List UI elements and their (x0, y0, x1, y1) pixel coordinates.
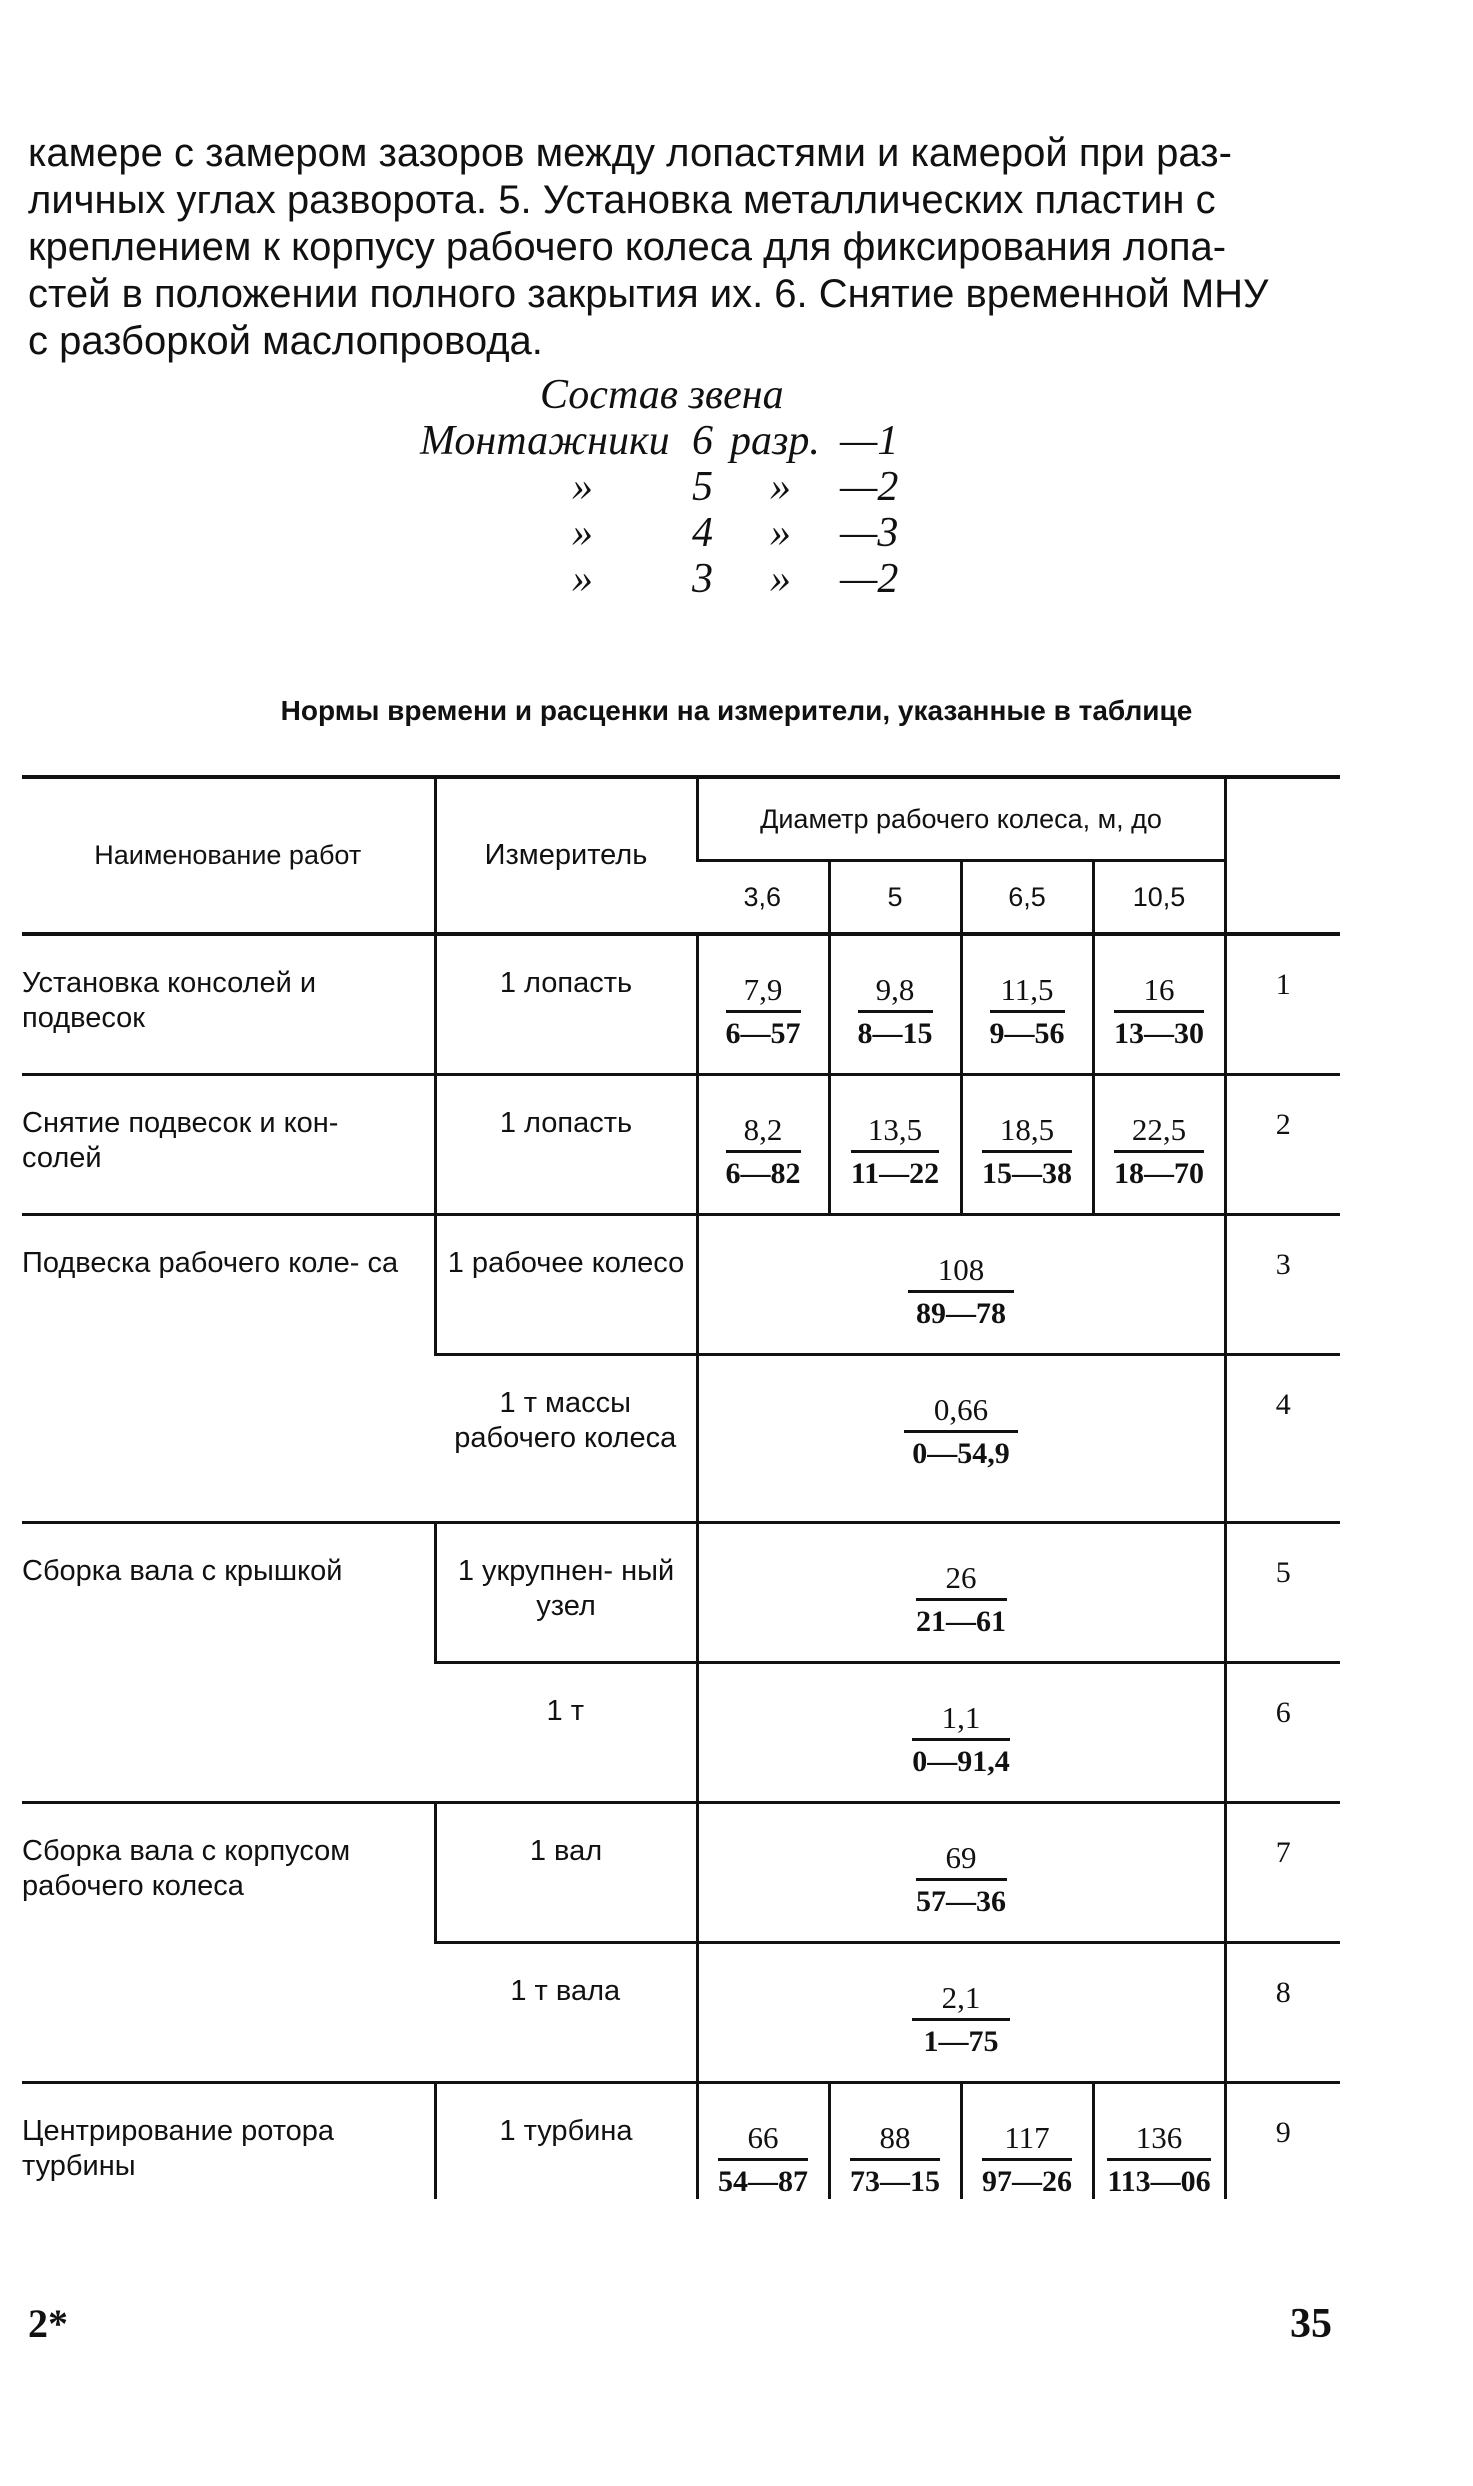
header-unit: Измеритель (435, 777, 697, 934)
crew-grade-unit: » (770, 464, 791, 510)
rate: 21—61 (916, 1604, 1006, 1638)
crew-role: » (572, 556, 593, 602)
crew-grade: 4 (692, 510, 713, 556)
time-norm: 2,1 (912, 1980, 1011, 2021)
norm-cell (697, 1214, 1225, 1354)
table-row (22, 1074, 1340, 1214)
table-row (22, 1214, 1340, 1354)
crew-count: —1 (840, 418, 899, 464)
row-index: 4 (1225, 1354, 1340, 1522)
rate: 73—15 (850, 2164, 940, 2198)
header-diameter-value: 10,5 (1093, 861, 1225, 935)
work-unit: 1 вал (435, 1802, 697, 1942)
work-name: Сборка вала с крышкой (22, 1522, 435, 1802)
norm-cell (1093, 934, 1225, 1074)
crew-role: » (572, 510, 593, 556)
table-row (22, 934, 1340, 1074)
crew-count: —3 (840, 510, 899, 556)
header-work-name: Наименование работ (22, 777, 435, 934)
rate: 89—78 (916, 1296, 1006, 1330)
work-unit: 1 т (435, 1662, 697, 1802)
intro-line: камере с замером зазоров между лопастями и камерой при раз- (28, 131, 1232, 175)
row-index: 9 (1225, 2082, 1340, 2199)
norm-cell (961, 2082, 1093, 2199)
norm-cell (697, 1802, 1225, 1942)
row-index: 2 (1225, 1074, 1340, 1214)
intro-line: с разборкой маслопровода. (28, 319, 543, 363)
crew-role: Монтажники (420, 418, 670, 464)
crew-grade: 3 (692, 556, 713, 602)
time-norm: 88 (850, 2120, 940, 2161)
time-norm: 13,5 (851, 1112, 939, 1153)
header-diameter-value: 6,5 (961, 861, 1093, 935)
norm-cell (697, 2082, 829, 2199)
time-norm: 108 (908, 1252, 1015, 1293)
time-norm: 22,5 (1114, 1112, 1204, 1153)
row-index: 3 (1225, 1214, 1340, 1354)
time-norm: 7,9 (726, 972, 801, 1013)
signature-mark: 2* (28, 2301, 68, 2346)
table-row (22, 2082, 1340, 2199)
rate: 113—06 (1107, 2164, 1211, 2198)
row-index: 8 (1225, 1942, 1340, 2082)
rate: 18—70 (1114, 1156, 1204, 1190)
work-name: Снятие подвесок и кон- солей (22, 1074, 435, 1214)
rate: 97—26 (982, 2164, 1072, 2198)
time-norm: 66 (718, 2120, 808, 2161)
work-unit: 1 турбина (435, 2082, 697, 2199)
rate: 15—38 (982, 1156, 1072, 1190)
rate: 6—57 (725, 1017, 801, 1050)
work-unit: 1 укрупнен- ный узел (435, 1522, 697, 1662)
crew-count: —2 (840, 556, 899, 602)
header-diameter: Диаметр рабочего колеса, м, до (697, 777, 1225, 861)
time-norm: 18,5 (982, 1112, 1072, 1153)
rate: 0—91,4 (912, 1744, 1010, 1778)
work-name: Подвеска рабочего коле- са (22, 1214, 435, 1522)
header-diameter-value: 5 (829, 861, 961, 935)
row-index: 5 (1225, 1522, 1340, 1662)
header-index (1225, 777, 1340, 934)
time-norm: 69 (916, 1840, 1007, 1881)
work-name: Центрирование ротора турбины (22, 2082, 435, 2199)
intro-line: стей в положении полного закрытия их. 6. Снятие временной МНУ (28, 272, 1269, 316)
norm-cell (961, 934, 1093, 1074)
row-index: 6 (1225, 1662, 1340, 1802)
time-norm: 26 (916, 1560, 1007, 1601)
work-unit: 1 рабочее колесо (435, 1214, 697, 1354)
norm-cell (961, 1074, 1093, 1214)
rate: 11—22 (850, 1156, 940, 1190)
work-unit: 1 лопасть (435, 934, 697, 1074)
work-name: Установка консолей и подвесок (22, 967, 317, 1034)
intro-paragraph (28, 130, 1328, 365)
page-number: 35 (1290, 2301, 1332, 2347)
rate: 9—56 (989, 1017, 1065, 1050)
time-norm: 0,66 (904, 1392, 1018, 1433)
row-index: 1 (1225, 934, 1340, 1074)
table-row (22, 1802, 1340, 1942)
crew-count: —2 (840, 464, 899, 510)
norm-cell (697, 1074, 829, 1214)
norm-cell (697, 1522, 1225, 1662)
norm-cell (1093, 1074, 1225, 1214)
row-index: 7 (1225, 1802, 1340, 1942)
intro-line: креплением к корпусу рабочего колеса для фиксирования лопа- (28, 225, 1227, 269)
work-unit: 1 т массы рабочего колеса (435, 1354, 697, 1522)
norm-cell (697, 1942, 1225, 2082)
crew-role: » (572, 464, 593, 510)
norm-cell (697, 1662, 1225, 1802)
norm-cell (1093, 2082, 1225, 2199)
crew-grade-unit: разр. (730, 418, 820, 464)
time-norm: 8,2 (726, 1112, 801, 1153)
header-diameter-value: 3,6 (697, 861, 829, 935)
work-name: Сборка вала с корпусом рабочего колеса (22, 1802, 435, 2082)
norms-table (22, 775, 1340, 2199)
work-unit: 1 т вала (435, 1942, 697, 2082)
crew-grade-unit: » (770, 556, 791, 602)
time-norm: 117 (982, 2120, 1072, 2161)
norm-cell (697, 934, 829, 1074)
time-norm: 1,1 (912, 1700, 1011, 1741)
time-norm: 9,8 (858, 972, 933, 1013)
table-row (22, 1522, 1340, 1662)
crew-grade: 6 (692, 418, 713, 464)
norm-cell (829, 1074, 961, 1214)
crew-grade: 5 (692, 464, 713, 510)
norm-cell (829, 934, 961, 1074)
crew-title: Состав звена (540, 372, 784, 418)
intro-line: личных углах разворота. 5. Установка металлических пластин с (28, 178, 1216, 222)
norm-cell (829, 2082, 961, 2199)
time-norm: 11,5 (990, 972, 1065, 1013)
rate: 0—54,9 (912, 1436, 1010, 1470)
crew-grade-unit: » (770, 510, 791, 556)
rate: 13—30 (1114, 1017, 1204, 1050)
rate: 54—87 (718, 2164, 808, 2198)
rate: 8—15 (857, 1017, 933, 1050)
time-norm: 136 (1107, 2120, 1210, 2161)
rate: 6—82 (725, 1156, 801, 1190)
time-norm: 16 (1114, 972, 1204, 1013)
rate: 57—36 (916, 1884, 1006, 1918)
work-unit: 1 лопасть (435, 1074, 697, 1214)
table-caption: Нормы времени и расценки на измерители, указанные в таблице (280, 695, 1193, 726)
norm-cell (697, 1354, 1225, 1522)
rate: 1—75 (923, 2024, 999, 2058)
